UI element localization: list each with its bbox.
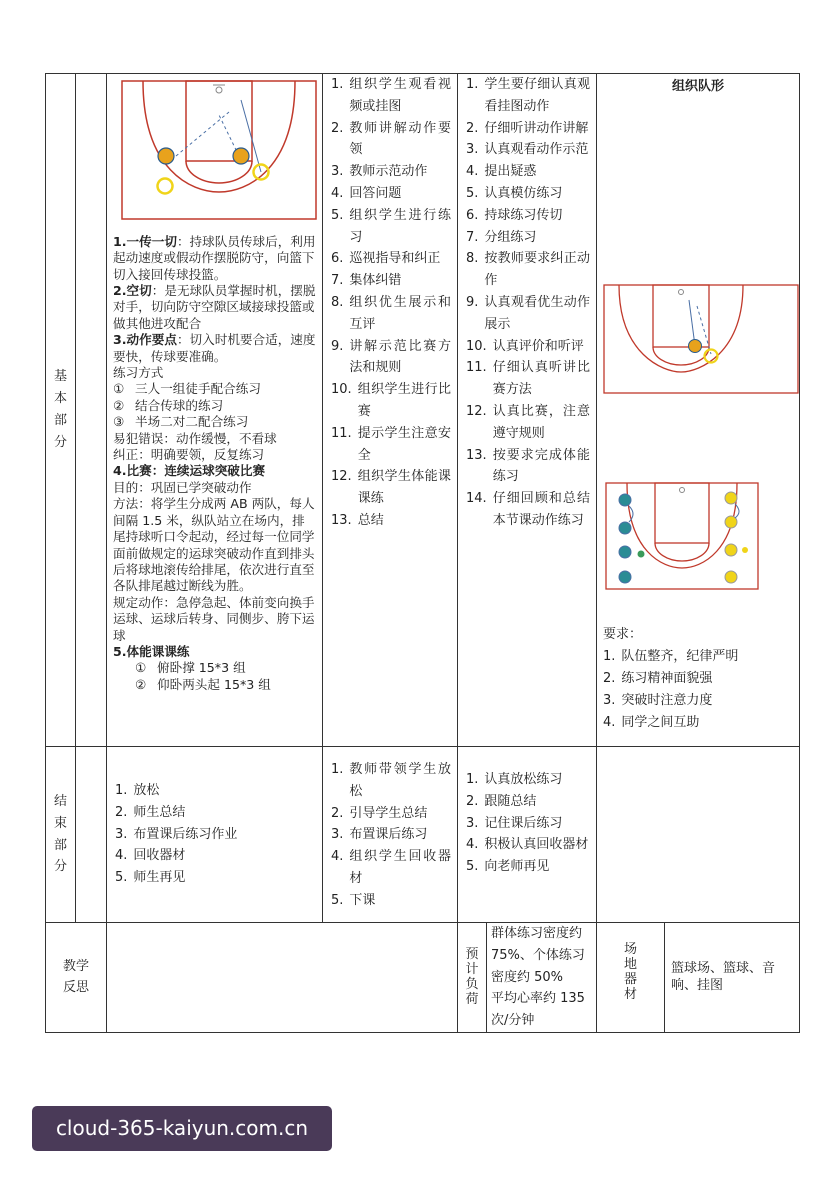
list-text: 记住课后练习 <box>484 815 563 831</box>
list-item <box>331 205 451 249</box>
load-cell <box>458 923 597 1033</box>
empty-cut-definition: 2.空切：是无球队员掌握时机，摆脱对手，切向防守空隙区域接球投篮或做其他进攻配合 <box>113 283 316 331</box>
list-item <box>466 118 590 140</box>
list-text: 提出疑惑 <box>484 164 537 180</box>
cut-definition: 1.一传一切：持球队员传球后，利用起动速度或假动作摆脱防守，向篮下切入接回传球投篮。 <box>113 233 316 282</box>
list-text: 下课 <box>349 892 376 908</box>
action-points: 3.动作要点：切入时机要合适，速度要快，传球要准确。 <box>113 332 316 364</box>
list-number: 9. <box>466 294 479 310</box>
list-number: 5. <box>466 185 479 201</box>
practice-item: ② 结合传球的练习 <box>113 397 224 413</box>
list-number: 13. <box>331 512 352 528</box>
list-item <box>115 780 316 802</box>
list-text: 练习精神面貌强 <box>621 670 713 686</box>
list-item <box>466 445 590 489</box>
ending-student-list <box>466 769 590 878</box>
formation-cell <box>597 74 800 747</box>
list-text: 学生要仔细认真观看挂图动作 <box>484 77 590 114</box>
list-number: 3. <box>115 826 128 842</box>
list-item <box>466 488 590 532</box>
list-text: 组织优生展示和互评 <box>349 294 451 332</box>
common-errors: 易犯错误：动作缓慢，不看球 <box>113 430 277 446</box>
list-text: 突破时注意力度 <box>621 692 713 708</box>
list-text: 教师讲解动作要领 <box>349 120 451 158</box>
ending-content-list <box>115 780 316 889</box>
venue-label: 场 地 器 材 <box>623 941 637 1002</box>
list-item <box>331 270 451 292</box>
game-title: 4.比赛：连续运球突破比赛 <box>113 463 266 479</box>
list-item <box>331 423 451 467</box>
list-number: 1. <box>466 77 479 92</box>
watermark-banner: cloud-365-kaiyun.com.cn <box>32 1106 332 1151</box>
list-number: 4. <box>466 164 479 180</box>
empty-cell <box>76 747 107 923</box>
list-number: 1. <box>466 772 479 787</box>
list-text: 认真比赛，注意遵守规则 <box>492 403 590 441</box>
game-goal: 目的：巩固已学突破动作 <box>113 479 252 495</box>
list-text: 按教师要求纠正动作 <box>484 251 590 289</box>
list-item <box>331 183 451 205</box>
list-text: 持球练习传切 <box>484 207 563 223</box>
list-item <box>466 292 590 336</box>
list-text: 集体纠错 <box>349 273 402 289</box>
load-label: 预 计 负 荷 <box>458 923 487 1032</box>
basic-teacher-cell <box>323 74 458 747</box>
list-number: 2. <box>331 120 344 136</box>
list-item <box>331 74 451 118</box>
list-item <box>115 867 316 889</box>
list-number: 13. <box>466 447 487 463</box>
list-number: 12. <box>331 469 352 485</box>
list-number: 8. <box>331 294 344 310</box>
list-text: 认真评价和听评 <box>492 338 584 354</box>
list-number: 8. <box>466 251 479 267</box>
list-item <box>331 336 451 380</box>
list-item <box>331 466 451 510</box>
list-text: 组织学生进行练习 <box>349 207 451 245</box>
list-number: 12. <box>466 403 487 419</box>
list-number: 2. <box>115 804 128 820</box>
list-item <box>466 769 590 791</box>
list-text: 积极认真回收器材 <box>484 837 589 853</box>
list-number: 4. <box>331 185 344 201</box>
list-number: 5. <box>331 892 344 908</box>
list-text: 队伍整齐，纪律严明 <box>621 648 739 664</box>
list-text: 组织学生观看视频或挂图 <box>349 77 451 114</box>
list-number: 4. <box>603 714 616 730</box>
lesson-plan-table <box>45 73 800 1033</box>
fitness-item: ① 俯卧撑 15*3 组 <box>135 660 246 676</box>
list-text: 组织学生回收器材 <box>349 849 451 886</box>
list-item <box>466 856 590 878</box>
list-item <box>466 74 590 118</box>
basic-part-label: 基 本 部 分 <box>46 74 76 747</box>
list-number: 2. <box>466 793 479 809</box>
list-text: 认真放松练习 <box>484 772 563 787</box>
list-number: 1. <box>603 648 616 664</box>
list-text: 仔细回顾和总结本节课动作练习 <box>492 491 590 528</box>
list-item <box>331 118 451 162</box>
list-number: 3. <box>331 827 344 843</box>
list-item <box>466 161 590 183</box>
ending-teacher-cell <box>323 747 458 923</box>
list-item <box>331 161 451 183</box>
list-item <box>466 791 590 813</box>
list-text: 引导学生总结 <box>349 805 428 821</box>
cut-play-court-diagram <box>121 80 317 220</box>
list-number: 4. <box>466 837 479 853</box>
list-item <box>466 139 590 161</box>
ending-teacher-list <box>331 759 451 912</box>
list-text: 按要求完成体能练习 <box>492 447 590 485</box>
list-number: 2. <box>331 805 344 821</box>
list-item <box>466 336 590 358</box>
empty-cell <box>597 747 800 923</box>
list-number: 11. <box>331 425 352 441</box>
list-item <box>466 227 590 249</box>
list-text: 同学之间互助 <box>621 714 700 730</box>
list-item <box>466 248 590 292</box>
fitness-title: 5.体能课课练 <box>113 643 190 659</box>
list-number: 9. <box>331 338 344 354</box>
list-number: 3. <box>466 815 479 831</box>
list-number: 2. <box>466 120 479 136</box>
list-number: 1. <box>115 783 128 798</box>
list-item <box>115 824 316 846</box>
list-text: 组织学生进行比赛 <box>357 382 451 419</box>
list-text: 仔细认真听讲比赛方法 <box>492 360 590 398</box>
corrections: 纠正：明确要领，反复练习 <box>113 447 265 463</box>
list-item <box>331 248 451 270</box>
fitness-item: ② 仰卧两头起 15*3 组 <box>135 676 271 692</box>
requirements-list <box>597 646 799 734</box>
list-item <box>466 401 590 445</box>
practice-item: ① 三人一组徒手配合练习 <box>113 381 261 397</box>
list-item <box>331 510 451 532</box>
list-text: 讲解示范比赛方法和规则 <box>349 338 451 376</box>
list-item <box>466 813 590 835</box>
formation-title: 组织队形 <box>672 79 725 94</box>
list-number: 4. <box>331 849 344 865</box>
list-text: 教师带领学生放松 <box>349 762 451 799</box>
game-method: 方法：将学生分成两 AB 两队，每人间隔 1.5 米，纵队站立在场内，排尾持球听口令起动，经过每一位同学面前做规定的运球突破动作直到排头后将球地滚传给排尾，依次进行直至各队排尾越过断线为胜。 <box>113 496 315 594</box>
list-item <box>115 802 316 824</box>
game-rules: 规定动作：急停急起、体前变向换手运球、运球后转身、同侧步、胯下运球 <box>113 594 315 643</box>
teacher-activity-list <box>331 74 451 532</box>
ending-part-label: 结 束 部 分 <box>46 747 76 923</box>
list-item <box>466 357 590 401</box>
reflection-cell <box>107 923 458 1033</box>
list-text: 放松 <box>133 783 160 798</box>
list-item <box>466 834 590 856</box>
list-item <box>331 759 451 803</box>
list-number: 7. <box>331 273 344 289</box>
list-item <box>603 712 799 734</box>
list-number: 14. <box>466 491 487 507</box>
list-item <box>331 824 451 846</box>
list-text: 认真观看动作示范 <box>484 142 589 158</box>
practice-title: 练习方式 <box>113 365 164 381</box>
list-text: 认真模仿练习 <box>484 185 563 201</box>
venue-subtable <box>597 923 664 1020</box>
list-text: 提示学生注意安全 <box>357 425 451 463</box>
list-number: 5. <box>115 870 128 886</box>
list-text: 巡视指导和纠正 <box>349 251 441 267</box>
list-number: 3. <box>603 692 616 708</box>
list-item <box>115 845 316 867</box>
list-item <box>466 205 590 227</box>
list-text: 布置课后练习 <box>349 827 428 843</box>
list-text: 回答问题 <box>349 185 402 201</box>
list-number: 11. <box>466 360 487 376</box>
list-text: 回收器材 <box>133 848 186 864</box>
list-text: 分组练习 <box>484 229 537 245</box>
ending-content-cell <box>107 747 323 923</box>
venue-value: 篮球场、篮球、音响、挂图 <box>665 923 800 1033</box>
list-number: 5. <box>466 859 479 875</box>
list-item <box>331 890 451 912</box>
load-values: 群体练习密度约75%、个体练习密度约 50% 平均心率约 135 次/分钟 <box>491 926 585 1029</box>
list-number: 3. <box>331 164 344 180</box>
list-number: 6. <box>331 251 344 267</box>
list-number: 10. <box>331 382 352 398</box>
formation-court-diagram-1 <box>603 284 799 396</box>
venue-cell <box>597 923 665 1033</box>
list-number: 1. <box>331 77 344 92</box>
list-number: 3. <box>466 142 479 158</box>
formation-court-diagram-2 <box>605 482 759 590</box>
list-text: 教师示范动作 <box>349 164 428 180</box>
list-item <box>466 183 590 205</box>
list-number: 10. <box>466 338 487 354</box>
list-item <box>331 846 451 890</box>
list-item <box>603 668 799 690</box>
list-item <box>331 292 451 336</box>
list-number: 6. <box>466 207 479 223</box>
list-item <box>331 803 451 825</box>
load-subtable <box>458 923 596 1032</box>
list-item <box>603 646 799 668</box>
reflection-label: 教学 反思 <box>46 923 107 1033</box>
list-number: 5. <box>331 207 344 223</box>
basic-student-cell <box>458 74 597 747</box>
list-text: 布置课后练习作业 <box>133 826 238 842</box>
empty-cell <box>76 74 107 747</box>
requirements-title: 要求： <box>603 626 643 642</box>
list-text: 组织学生体能课课练 <box>357 469 451 507</box>
ending-student-cell <box>458 747 597 923</box>
list-text: 认真观看优生动作展示 <box>484 294 590 332</box>
list-text: 向老师再见 <box>484 859 550 875</box>
basic-content-cell <box>107 74 323 747</box>
list-number: 7. <box>466 229 479 245</box>
list-item <box>603 690 799 712</box>
list-number: 4. <box>115 848 128 864</box>
list-number: 2. <box>603 670 616 686</box>
list-text: 师生再见 <box>133 870 186 886</box>
list-text: 仔细听讲动作讲解 <box>484 120 589 136</box>
list-number: 1. <box>331 762 344 777</box>
list-text: 跟随总结 <box>484 793 537 809</box>
list-text: 总结 <box>357 512 384 528</box>
list-item <box>331 379 451 423</box>
list-text: 师生总结 <box>133 804 186 820</box>
student-activity-list <box>466 74 590 532</box>
practice-item: ③ 半场二对二配合练习 <box>113 414 249 430</box>
